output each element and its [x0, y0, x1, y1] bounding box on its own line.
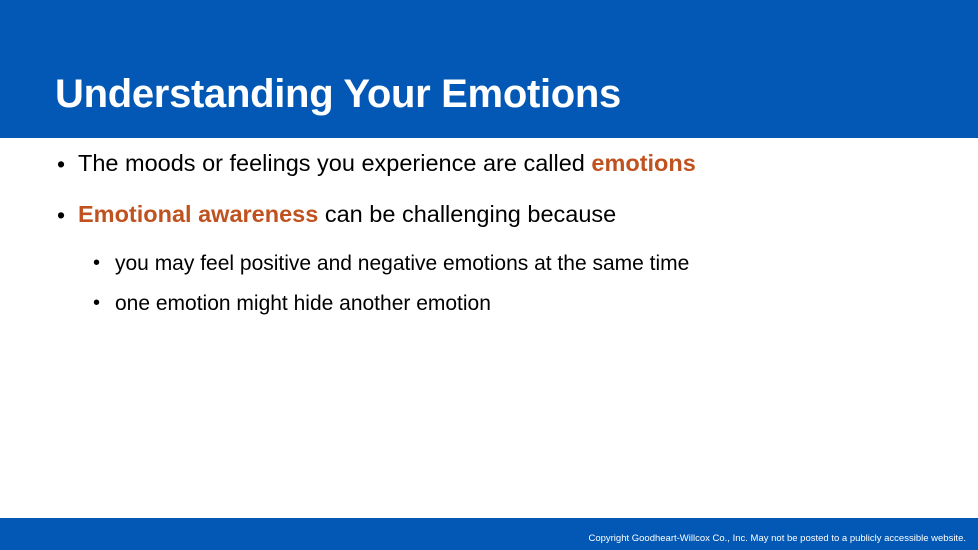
bullet-marker-icon: •	[93, 252, 101, 275]
list-item	[0, 251, 978, 276]
bullet-text-segment: you may feel positive and negative emotions at the same time	[115, 252, 690, 276]
bullet-text-segment: can be challenging because	[318, 200, 617, 227]
list-item	[0, 291, 978, 316]
title-band	[0, 0, 978, 138]
copyright-notice: Copyright Goodheart-Willcox Co., Inc. May not be posted to a publicly accessible website.	[588, 533, 966, 544]
bullet-text-accent: Emotional awareness	[78, 200, 319, 227]
page-title: Understanding Your Emotions	[55, 72, 622, 116]
bullet-text-segment: The moods or feelings you experience are called	[78, 150, 592, 176]
list-item	[0, 150, 978, 178]
bullet-marker-icon: •	[57, 151, 66, 177]
bullet-marker-icon: •	[93, 291, 101, 314]
list-item	[0, 201, 978, 229]
slide-body	[0, 150, 978, 330]
bullet-text-accent: emotions	[591, 150, 696, 176]
bullet-marker-icon: •	[57, 201, 66, 228]
bullet-text-segment: one emotion might hide another emotion	[115, 291, 491, 315]
